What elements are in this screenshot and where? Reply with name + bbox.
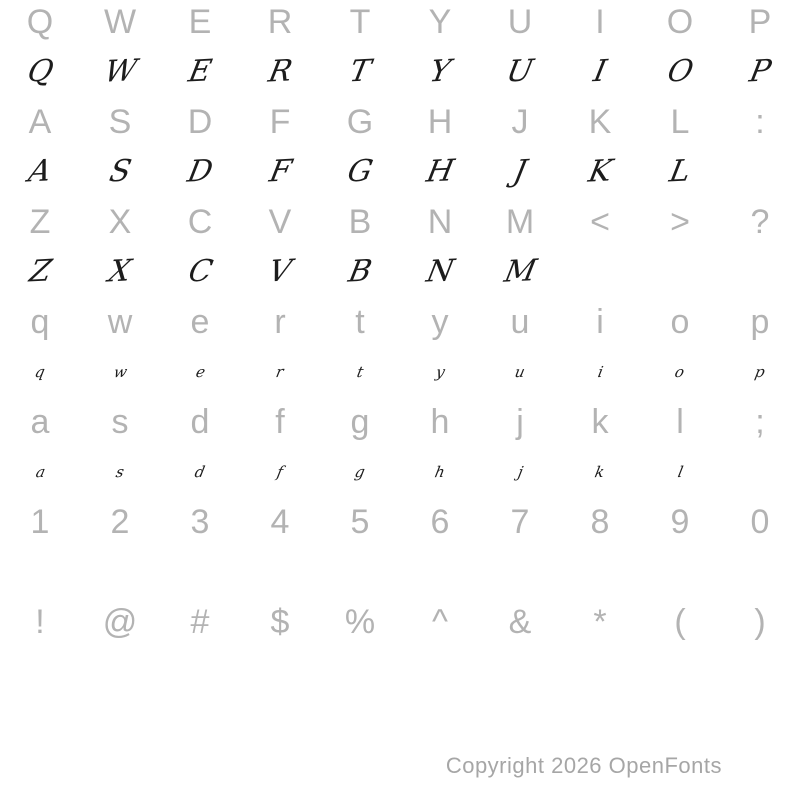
reference-glyph: u <box>510 303 530 341</box>
script-glyph-cell <box>160 544 240 600</box>
script-glyph-cell <box>160 644 240 700</box>
script-glyph: r <box>274 362 286 381</box>
reference-glyph: # <box>190 603 210 641</box>
reference-glyph: y <box>431 303 449 341</box>
reference-glyph: @ <box>102 603 138 641</box>
reference-glyph-cell <box>320 100 400 144</box>
reference-glyph-cell <box>400 500 480 544</box>
reference-glyph: K <box>588 103 612 141</box>
reference-glyph: ( <box>674 603 686 641</box>
reference-glyph-line <box>0 300 800 344</box>
reference-glyph-cell <box>560 0 640 44</box>
script-glyph-cell <box>320 144 400 200</box>
reference-glyph-cell <box>560 300 640 344</box>
reference-glyph-line <box>0 0 800 44</box>
reference-glyph: 4 <box>270 503 290 541</box>
script-glyph-cell <box>640 144 720 200</box>
script-glyph-cell <box>160 344 240 400</box>
reference-glyph-cell <box>640 200 720 244</box>
reference-glyph-cell <box>240 500 320 544</box>
reference-glyph: & <box>508 603 532 641</box>
script-glyph-cell <box>80 644 160 700</box>
script-glyph-cell <box>640 644 720 700</box>
script-glyph-cell <box>480 544 560 600</box>
reference-glyph: * <box>593 603 607 641</box>
reference-glyph: A <box>28 103 52 141</box>
script-glyph-cell <box>400 544 480 600</box>
reference-glyph: C <box>187 203 213 241</box>
script-glyph: P <box>746 53 774 90</box>
script-glyph-cell <box>480 344 560 400</box>
script-glyph-line <box>0 344 800 400</box>
reference-glyph: < <box>590 203 610 241</box>
script-glyph: u <box>513 362 527 381</box>
script-glyph-cell <box>320 44 400 100</box>
reference-glyph-cell <box>80 100 160 144</box>
reference-glyph-cell <box>560 200 640 244</box>
reference-glyph-cell <box>240 400 320 444</box>
reference-glyph: ; <box>755 403 765 441</box>
script-glyph-line <box>0 444 800 500</box>
script-glyph-cell <box>400 144 480 200</box>
reference-glyph: $ <box>270 603 290 641</box>
script-glyph-line <box>0 544 800 600</box>
script-glyph-cell <box>0 644 80 700</box>
script-glyph-cell <box>320 544 400 600</box>
reference-glyph: : <box>755 103 765 141</box>
reference-glyph: % <box>344 603 376 641</box>
reference-glyph: t <box>355 303 365 341</box>
reference-glyph: R <box>267 3 293 41</box>
reference-glyph-cell <box>400 100 480 144</box>
reference-glyph: ^ <box>432 603 448 641</box>
script-glyph-cell <box>0 244 80 300</box>
script-glyph-cell <box>480 144 560 200</box>
script-glyph-cell <box>480 444 560 500</box>
reference-glyph: Y <box>428 3 452 41</box>
reference-glyph-cell <box>720 600 800 644</box>
script-glyph: j <box>515 462 525 481</box>
reference-glyph-cell <box>320 200 400 244</box>
script-glyph: d <box>193 462 207 481</box>
script-glyph: C <box>185 253 216 290</box>
glyph-row-lowercase-qwerty <box>0 300 800 400</box>
script-glyph-cell <box>640 244 720 300</box>
script-glyph-cell <box>160 144 240 200</box>
reference-glyph-cell <box>640 400 720 444</box>
script-glyph: V <box>265 253 295 290</box>
script-glyph: T <box>346 53 374 90</box>
script-glyph: E <box>185 53 215 90</box>
reference-glyph: Z <box>29 203 51 241</box>
glyph-row-uppercase-home <box>0 100 800 200</box>
script-glyph: N <box>423 253 457 290</box>
reference-glyph-cell <box>720 100 800 144</box>
reference-glyph-cell <box>240 200 320 244</box>
script-glyph: s <box>114 462 126 481</box>
script-glyph-line <box>0 244 800 300</box>
glyph-row-lowercase-home <box>0 400 800 500</box>
script-glyph-line <box>0 644 800 700</box>
reference-glyph-line <box>0 600 800 644</box>
reference-glyph-cell <box>720 500 800 544</box>
reference-glyph-cell <box>240 300 320 344</box>
reference-glyph: E <box>188 3 212 41</box>
reference-glyph-cell <box>560 600 640 644</box>
reference-glyph-cell <box>400 200 480 244</box>
script-glyph-cell <box>560 44 640 100</box>
script-glyph: Z <box>26 253 55 290</box>
script-glyph: q <box>33 362 47 381</box>
script-glyph-cell <box>0 544 80 600</box>
script-glyph-cell <box>80 344 160 400</box>
reference-glyph: j <box>516 403 524 441</box>
script-glyph-cell <box>640 444 720 500</box>
script-glyph-cell <box>560 344 640 400</box>
script-glyph: Y <box>426 53 454 90</box>
script-glyph-cell <box>0 144 80 200</box>
script-glyph: G <box>344 153 376 190</box>
reference-glyph-cell <box>560 500 640 544</box>
reference-glyph: Q <box>26 3 54 41</box>
script-glyph: t <box>355 362 365 381</box>
reference-glyph-cell <box>0 100 80 144</box>
script-glyph: A <box>25 153 55 190</box>
script-glyph: X <box>105 253 135 290</box>
script-glyph-cell <box>0 444 80 500</box>
reference-glyph: 7 <box>510 503 530 541</box>
reference-glyph-cell <box>160 100 240 144</box>
script-glyph-cell <box>240 344 320 400</box>
reference-glyph: k <box>591 403 609 441</box>
reference-glyph-cell <box>480 300 560 344</box>
reference-glyph: ! <box>35 603 45 641</box>
reference-glyph-cell <box>0 200 80 244</box>
reference-glyph-cell <box>0 500 80 544</box>
reference-glyph: 3 <box>190 503 210 541</box>
script-glyph-cell <box>480 244 560 300</box>
script-glyph-cell <box>400 44 480 100</box>
script-glyph: i <box>595 362 605 381</box>
reference-glyph-cell <box>400 300 480 344</box>
glyph-row-digits <box>0 500 800 600</box>
reference-glyph: B <box>348 203 372 241</box>
reference-glyph: P <box>748 3 772 41</box>
reference-glyph-cell <box>320 0 400 44</box>
script-glyph-cell <box>720 244 800 300</box>
reference-glyph: 9 <box>670 503 690 541</box>
reference-glyph: g <box>350 403 370 441</box>
script-glyph-cell <box>560 644 640 700</box>
reference-glyph-cell <box>160 300 240 344</box>
script-glyph-cell <box>240 544 320 600</box>
reference-glyph: 8 <box>590 503 610 541</box>
reference-glyph: 1 <box>30 503 50 541</box>
reference-glyph: M <box>505 203 535 241</box>
reference-glyph: U <box>507 3 533 41</box>
reference-glyph-cell <box>400 600 480 644</box>
reference-glyph-line <box>0 500 800 544</box>
script-glyph: U <box>503 53 537 90</box>
reference-glyph-cell <box>80 400 160 444</box>
reference-glyph-cell <box>80 500 160 544</box>
reference-glyph-cell <box>480 100 560 144</box>
reference-glyph: w <box>107 303 133 341</box>
reference-glyph-cell <box>0 0 80 44</box>
script-glyph-cell <box>480 644 560 700</box>
reference-glyph: X <box>108 203 132 241</box>
script-glyph-cell <box>400 444 480 500</box>
reference-glyph-cell <box>400 0 480 44</box>
script-glyph-cell <box>320 644 400 700</box>
script-glyph: J <box>510 153 530 190</box>
reference-glyph: T <box>349 3 371 41</box>
script-glyph: M <box>501 253 540 290</box>
reference-glyph: 2 <box>110 503 130 541</box>
script-glyph-cell <box>80 144 160 200</box>
script-glyph: g <box>353 462 367 481</box>
reference-glyph-line <box>0 400 800 444</box>
script-glyph-cell <box>560 244 640 300</box>
reference-glyph-cell <box>80 200 160 244</box>
reference-glyph: 6 <box>430 503 450 541</box>
script-glyph-cell <box>560 144 640 200</box>
reference-glyph-cell <box>320 300 400 344</box>
reference-glyph: I <box>595 3 605 41</box>
glyph-row-uppercase-bottom <box>0 200 800 300</box>
reference-glyph-cell <box>560 400 640 444</box>
reference-glyph: o <box>670 303 690 341</box>
script-glyph-cell <box>480 44 560 100</box>
script-glyph-cell <box>160 444 240 500</box>
reference-glyph: N <box>427 203 453 241</box>
reference-glyph-cell <box>720 300 800 344</box>
script-glyph-cell <box>160 244 240 300</box>
reference-glyph-cell <box>0 600 80 644</box>
glyph-row-symbols <box>0 600 800 700</box>
script-glyph: w <box>111 362 129 381</box>
script-glyph: f <box>275 462 285 481</box>
script-glyph-cell <box>240 244 320 300</box>
reference-glyph: 5 <box>350 503 370 541</box>
script-glyph-cell <box>80 244 160 300</box>
script-glyph-cell <box>320 444 400 500</box>
reference-glyph: V <box>268 203 292 241</box>
script-glyph-cell <box>560 544 640 600</box>
reference-glyph-cell <box>720 0 800 44</box>
reference-glyph-line <box>0 200 800 244</box>
script-glyph-cell <box>240 44 320 100</box>
script-glyph-cell <box>240 144 320 200</box>
reference-glyph: p <box>750 303 770 341</box>
script-glyph-cell <box>320 244 400 300</box>
script-glyph-cell <box>400 244 480 300</box>
script-glyph: p <box>753 362 767 381</box>
reference-glyph: q <box>30 303 50 341</box>
reference-glyph-line <box>0 100 800 144</box>
script-glyph-cell <box>640 544 720 600</box>
script-glyph-cell <box>560 444 640 500</box>
script-glyph-cell <box>720 344 800 400</box>
reference-glyph-cell <box>80 0 160 44</box>
reference-glyph-cell <box>640 0 720 44</box>
script-glyph: B <box>345 253 375 290</box>
script-glyph: a <box>33 462 47 481</box>
reference-glyph-cell <box>640 300 720 344</box>
script-glyph: D <box>184 153 216 190</box>
script-glyph: I <box>590 53 610 90</box>
reference-glyph: e <box>190 303 210 341</box>
script-glyph-line <box>0 44 800 100</box>
reference-glyph-cell <box>480 400 560 444</box>
reference-glyph: f <box>275 403 285 441</box>
reference-glyph-cell <box>480 500 560 544</box>
script-glyph-cell <box>640 44 720 100</box>
reference-glyph: F <box>269 103 291 141</box>
reference-glyph: W <box>103 3 137 41</box>
reference-glyph-cell <box>720 200 800 244</box>
reference-glyph-cell <box>0 400 80 444</box>
reference-glyph-cell <box>480 200 560 244</box>
script-glyph-cell <box>400 644 480 700</box>
script-glyph: Q <box>24 53 56 90</box>
reference-glyph: l <box>676 403 684 441</box>
script-glyph-cell <box>720 544 800 600</box>
reference-glyph: O <box>666 3 694 41</box>
reference-glyph-cell <box>320 500 400 544</box>
reference-glyph-cell <box>240 0 320 44</box>
script-glyph-cell <box>720 444 800 500</box>
reference-glyph-cell <box>160 400 240 444</box>
reference-glyph-cell <box>240 100 320 144</box>
script-glyph: h <box>433 462 447 481</box>
reference-glyph: D <box>187 103 213 141</box>
script-glyph: O <box>664 53 696 90</box>
reference-glyph-cell <box>160 0 240 44</box>
script-glyph-cell <box>160 44 240 100</box>
script-glyph-cell <box>0 44 80 100</box>
reference-glyph-cell <box>480 600 560 644</box>
script-glyph: S <box>106 153 134 190</box>
reference-glyph-cell <box>320 400 400 444</box>
reference-glyph: H <box>427 103 453 141</box>
script-glyph-cell <box>640 344 720 400</box>
script-glyph-cell <box>80 444 160 500</box>
reference-glyph: > <box>670 203 690 241</box>
reference-glyph-cell <box>720 400 800 444</box>
reference-glyph: G <box>346 103 374 141</box>
script-glyph-line <box>0 144 800 200</box>
script-glyph-cell <box>240 444 320 500</box>
reference-glyph-cell <box>80 600 160 644</box>
script-glyph-cell <box>320 344 400 400</box>
reference-glyph-cell <box>480 0 560 44</box>
script-glyph: H <box>423 153 457 190</box>
script-glyph: o <box>673 362 687 381</box>
reference-glyph: a <box>30 403 50 441</box>
script-glyph-cell <box>240 644 320 700</box>
glyph-row-uppercase-qwerty <box>0 0 800 100</box>
reference-glyph-cell <box>240 600 320 644</box>
reference-glyph: L <box>670 103 690 141</box>
script-glyph-cell <box>720 144 800 200</box>
reference-glyph: r <box>274 303 286 341</box>
script-glyph: l <box>675 462 685 481</box>
reference-glyph-cell <box>160 200 240 244</box>
reference-glyph: h <box>430 403 450 441</box>
reference-glyph: d <box>190 403 210 441</box>
script-glyph: W <box>101 53 140 90</box>
reference-glyph: ) <box>754 603 766 641</box>
reference-glyph-cell <box>640 500 720 544</box>
reference-glyph-cell <box>0 300 80 344</box>
reference-glyph: S <box>108 103 132 141</box>
script-glyph-cell <box>80 544 160 600</box>
script-glyph: y <box>434 362 447 381</box>
reference-glyph-cell <box>560 100 640 144</box>
reference-glyph-cell <box>160 500 240 544</box>
reference-glyph: J <box>511 103 529 141</box>
script-glyph: e <box>193 362 207 381</box>
reference-glyph-cell <box>80 300 160 344</box>
reference-glyph: s <box>111 403 129 441</box>
reference-glyph-cell <box>640 600 720 644</box>
script-glyph: L <box>666 153 694 190</box>
script-glyph-cell <box>80 44 160 100</box>
reference-glyph-cell <box>160 600 240 644</box>
reference-glyph-cell <box>320 600 400 644</box>
reference-glyph-cell <box>400 400 480 444</box>
script-glyph-cell <box>720 44 800 100</box>
reference-glyph: ? <box>750 203 770 241</box>
copyright-text: Copyright 2026 OpenFonts <box>445 753 722 778</box>
script-glyph: R <box>265 53 295 90</box>
script-glyph-cell <box>400 344 480 400</box>
reference-glyph-cell <box>640 100 720 144</box>
script-glyph-cell <box>0 344 80 400</box>
script-glyph-cell <box>720 644 800 700</box>
reference-glyph: 0 <box>750 503 770 541</box>
script-glyph: F <box>266 153 295 190</box>
script-glyph: k <box>593 462 607 481</box>
reference-glyph: i <box>596 303 604 341</box>
script-glyph: K <box>585 153 615 190</box>
